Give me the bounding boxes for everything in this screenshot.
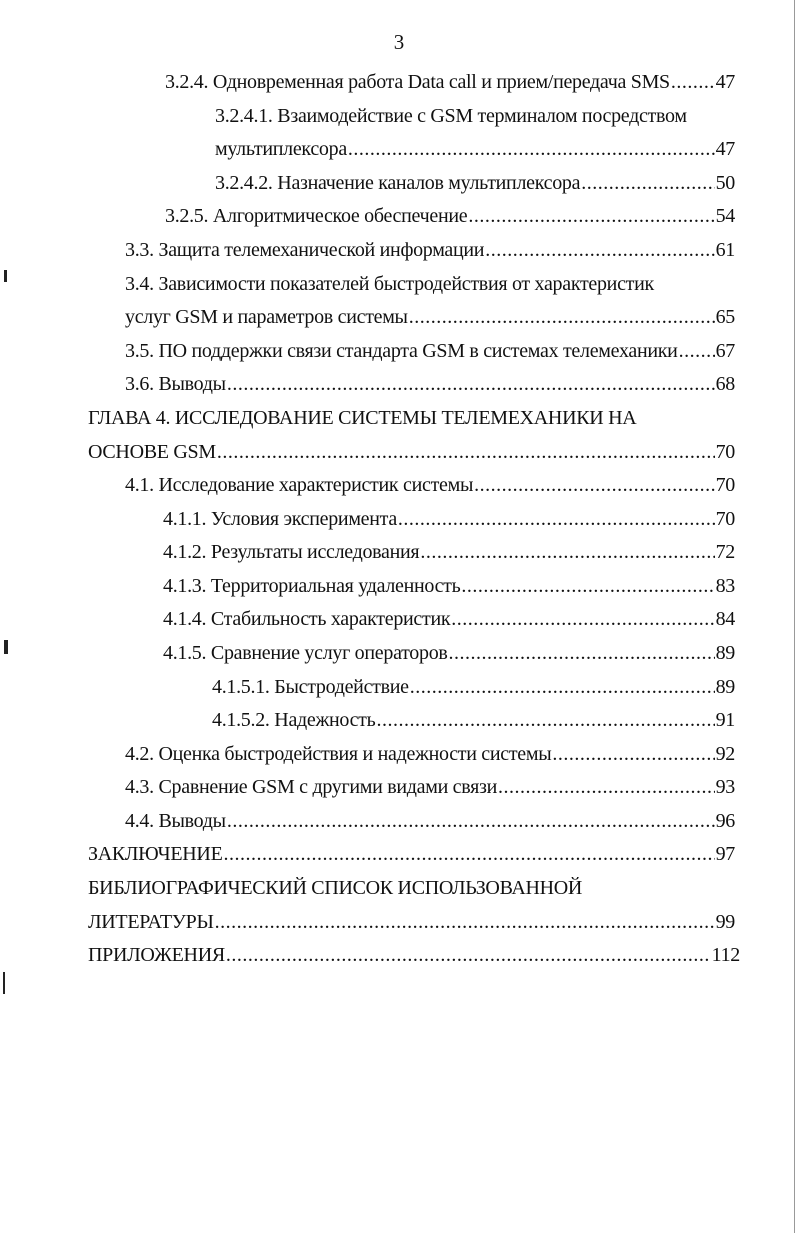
toc-entry-title: 4.2. Оценка быстродействия и надежности системы [125, 743, 552, 765]
dot-leader [227, 371, 715, 397]
toc-entry-page: 83 [715, 575, 735, 597]
toc-entry-3-3 [125, 237, 735, 263]
toc-entry-3-2-4 [165, 69, 735, 95]
toc-entry-title: 4.3. Сравнение GSM с другими видами связи [125, 776, 498, 798]
toc-entry-title: услуг GSM и параметров системы [125, 306, 408, 328]
toc-entry-page: 65 [715, 306, 735, 328]
toc-entry-3-6 [125, 371, 735, 397]
toc-entry-4-1-5-1 [212, 674, 735, 700]
toc-entry-page: 47 [715, 71, 735, 93]
toc-entry-4-1-3 [163, 573, 735, 599]
scan-speck [794, 0, 795, 1233]
scan-speck [4, 270, 7, 282]
toc-bibliography-line1: БИБЛИОГРАФИЧЕСКИЙ СПИСОК ИСПОЛЬЗОВАННОЙ [88, 877, 583, 899]
dot-leader [227, 808, 715, 834]
dot-leader [461, 573, 714, 599]
toc-entry-title: 4.1.1. Условия эксперимента [163, 508, 397, 530]
toc-entry-page: 70 [715, 474, 735, 496]
toc-entry-4-1-5-2 [212, 707, 735, 733]
toc-entry-4-1-2 [163, 539, 735, 565]
toc-entry-page: 50 [715, 172, 735, 194]
toc-entry-page: 61 [715, 239, 735, 261]
dot-leader [449, 640, 715, 666]
toc-entry-page: 70 [715, 508, 735, 530]
toc-bibliography [88, 909, 735, 935]
toc-entry-title: 3.3. Защита телемеханической информации [125, 239, 485, 261]
toc-entry-title: 4.4. Выводы [125, 810, 226, 832]
dot-leader [409, 304, 715, 330]
toc-entry-3-4 [125, 304, 735, 330]
toc-entry-3-2-4-1-line1: 3.2.4.1. Взаимодействие с GSM терминалом посредством [215, 105, 687, 127]
toc-entry-title: 3.5. ПО поддержки связи стандарта GSM в системах телемеханики [125, 340, 678, 362]
toc-entry-4-2 [125, 741, 735, 767]
toc-entry-page: 96 [715, 810, 735, 832]
toc-entry-title: ЛИТЕРАТУРЫ [88, 911, 214, 933]
dot-leader [671, 69, 715, 95]
toc-entry-title: 4.1.4. Стабильность характеристик [163, 608, 451, 630]
page-number: 3 [393, 30, 405, 54]
dot-leader [468, 203, 714, 229]
toc-entry-4-4 [125, 808, 735, 834]
toc-entry-page: 84 [715, 608, 735, 630]
toc-entry-3-4-line1: 3.4. Зависимости показателей быстродействия от характеристик [125, 273, 654, 295]
toc-entry-page: 99 [715, 911, 735, 933]
toc-entry-4-1-1 [163, 506, 735, 532]
toc-entry-title: 3.2.4. Одновременная работа Data call и прием/передача SMS [165, 71, 670, 93]
dot-leader [226, 942, 711, 968]
dot-leader [348, 136, 715, 162]
toc-entry-title: ЗАКЛЮЧЕНИЕ [88, 843, 223, 865]
toc-entry-title: 3.2.4.2. Назначение каналов мультиплексора [215, 172, 581, 194]
toc-entry-title: 4.1.5.1. Быстродействие [212, 676, 409, 698]
toc-chapter-4-line1: ГЛАВА 4. ИССЛЕДОВАНИЕ СИСТЕМЫ ТЕЛЕМЕХАНИКИ НА [88, 407, 637, 429]
dot-leader [410, 674, 715, 700]
toc-entry-4-1-5 [163, 640, 735, 666]
toc-entry-page: 54 [715, 205, 735, 227]
toc-entry-page: 89 [715, 642, 735, 664]
toc-entry-4-1-4 [163, 606, 735, 632]
toc-entry-title: 3.6. Выводы [125, 373, 226, 395]
toc-entry-title: 4.1.2. Результаты исследования [163, 541, 420, 563]
dot-leader [376, 707, 714, 733]
toc-entry-title: ОСНОВЕ GSM [88, 441, 216, 463]
dot-leader [552, 741, 714, 767]
dot-leader [217, 439, 715, 465]
toc-entry-title: 4.1.5. Сравнение услуг операторов [163, 642, 448, 664]
toc-entry-title: 4.1.5.2. Надежность [212, 709, 376, 731]
toc-entry-title: 4.1.3. Территориальная удаленность [163, 575, 461, 597]
toc-entry-page: 92 [715, 743, 735, 765]
toc-entry-4-3 [125, 774, 735, 800]
toc-chapter-4 [88, 439, 735, 465]
toc-entry-3-5 [125, 338, 735, 364]
toc-entry-page: 93 [715, 776, 735, 798]
toc-entry-page: 67 [715, 340, 735, 362]
dot-leader [215, 909, 715, 935]
toc-entry-4-1 [125, 472, 735, 498]
toc-entry-page: 97 [715, 843, 735, 865]
scan-speck [3, 972, 5, 994]
dot-leader [498, 774, 715, 800]
toc-entry-page: 72 [715, 541, 735, 563]
toc-entry-3-2-5 [165, 203, 735, 229]
dot-leader [581, 170, 714, 196]
toc-entry-3-2-4-2 [215, 170, 735, 196]
dot-leader [485, 237, 714, 263]
toc-entry-title: 3.2.5. Алгоритмическое обеспечение [165, 205, 468, 227]
toc-entry-title: мультиплексора [215, 138, 347, 160]
toc-entry-title: 4.1. Исследование характеристик системы [125, 474, 474, 496]
scan-speck [4, 640, 8, 654]
toc-entry-page: 70 [715, 441, 735, 463]
toc-entry-page: 47 [715, 138, 735, 160]
toc-entry-page: 89 [715, 676, 735, 698]
dot-leader [223, 841, 714, 867]
dot-leader [398, 506, 715, 532]
toc-conclusion [88, 841, 735, 867]
toc-entry-page: 91 [715, 709, 735, 731]
toc-entry-title: ПРИЛОЖЕНИЯ [88, 944, 225, 966]
toc-entry-3-2-4-1 [215, 136, 735, 162]
dot-leader [420, 539, 714, 565]
dot-leader [451, 606, 714, 632]
dot-leader [474, 472, 715, 498]
toc-appendices [88, 942, 740, 968]
dot-leader [679, 338, 715, 364]
toc-entry-page: 68 [715, 373, 735, 395]
toc-entry-page: 112 [711, 944, 740, 966]
